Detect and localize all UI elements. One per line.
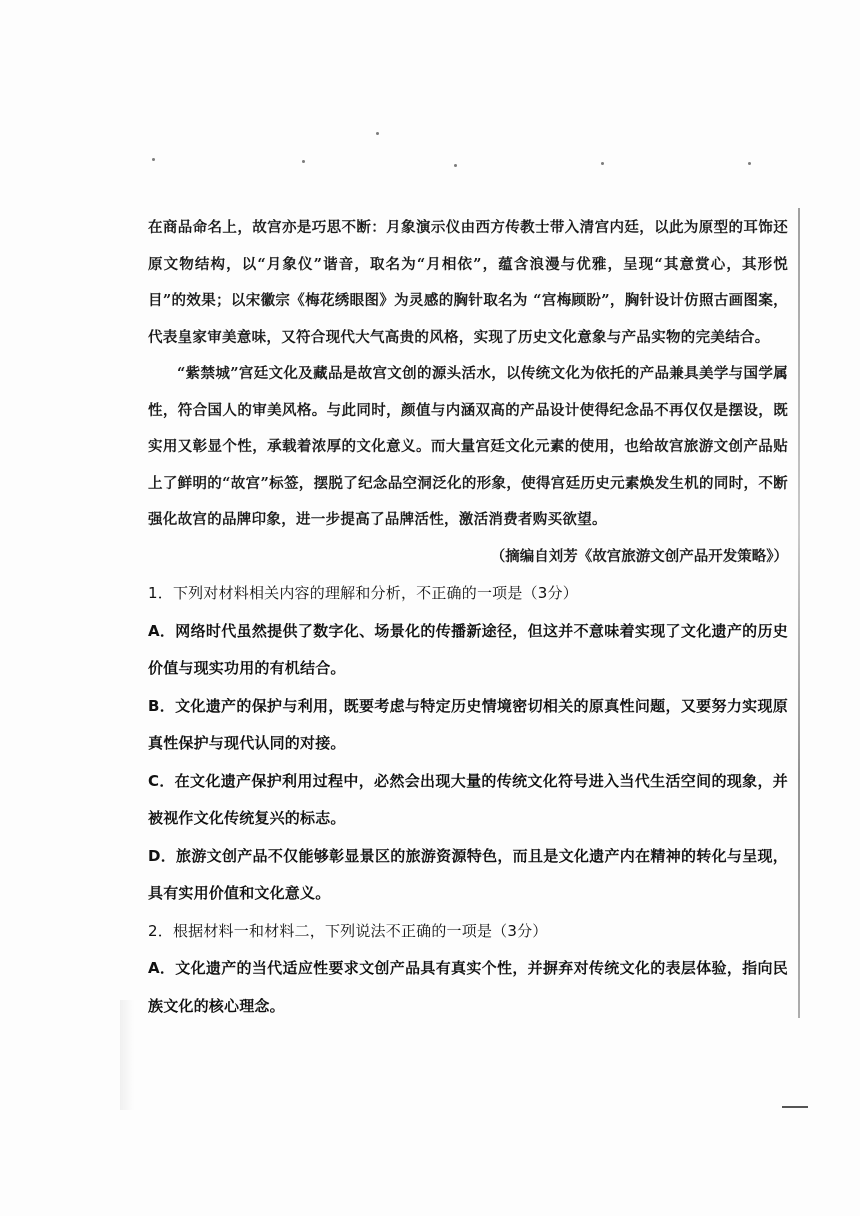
passage-paragraph-1: 在商品命名上，故宫亦是巧思不断：月象演示仪由西方传教士带入清宫内廷，以此为原型的耳饰还原文物结构，以“月象仪”谐音，取名为“月相依”，蕴含浪漫与优雅，呈现“其意赏心，其形悦目”的效果；以宋徽宗《梅花绣眼图》为灵感的胸针取名为 “宫梅顾盼”，胸针设计仿照古画图案，代表皇家审美意味，又符合现代大气高贵的风格，实现了历史文化意象与产品实物的完美结合。: [148, 219, 788, 346]
scan-mark: [782, 1106, 808, 1108]
question-1-stem: 1．下列对材料相关内容的理解和分析，不正确的一项是（3分）: [148, 584, 578, 602]
question-1-option-b: B．文化遗产的保护与利用，既要考虑与特定历史情境密切相关的原真性问题，又要努力实现原真性保护与现代认同的对接。: [148, 696, 788, 752]
document-body: [148, 210, 788, 1025]
question-1-option-d: D．旅游文创产品不仅能够彰显景区的旅游资源特色，而且是文化遗产内在精神的转化与呈现，具有实用价值和文化意义。: [148, 846, 788, 902]
question-1-option-a: A．网络时代虽然提供了数字化、场景化的传播新途径，但这并不意味着实现了文化遗产的历史价值与现实功用的有机结合。: [148, 621, 788, 677]
question-2-option-a: A．文化遗产的当代适应性要求文创产品具有真实个性，并摒弃对传统文化的表层体验，指向民族文化的核心理念。: [148, 959, 788, 1015]
binding-rule: [798, 208, 800, 1018]
question-1: [148, 575, 788, 913]
scan-shadow: [120, 1000, 134, 1110]
question-2: [148, 913, 788, 1026]
passage-paragraph-2: “紫禁城”宫廷文化及藏品是故宫文创的源头活水，以传统文化为依托的产品兼具美学与国学属性，符合国人的审美风格。与此同时，颜值与内涵双高的产品设计使得纪念品不再仅仅是摆设，既实用又彰显个性，承载着浓厚的文化意义。而大量宫廷文化元素的使用，也给故宫旅游文创产品贴上了鲜明的“故宫”标签，摆脱了纪念品空洞泛化的形象，使得宫廷历史元素焕发生机的同时，不断强化故宫的品牌印象，进一步提高了品牌活性，激活消费者购买欲望。: [148, 365, 788, 528]
question-1-option-c: C．在文化遗产保护利用过程中，必然会出现大量的传统文化符号进入当代生活空间的现象，并被视作文化传统复兴的标志。: [148, 771, 788, 827]
question-2-stem: 2．根据材料一和材料二，下列说法不正确的一项是（3分）: [148, 921, 548, 940]
passage-source: （摘编自刘芳《故宫旅游文创产品开发策略》）: [490, 547, 788, 565]
